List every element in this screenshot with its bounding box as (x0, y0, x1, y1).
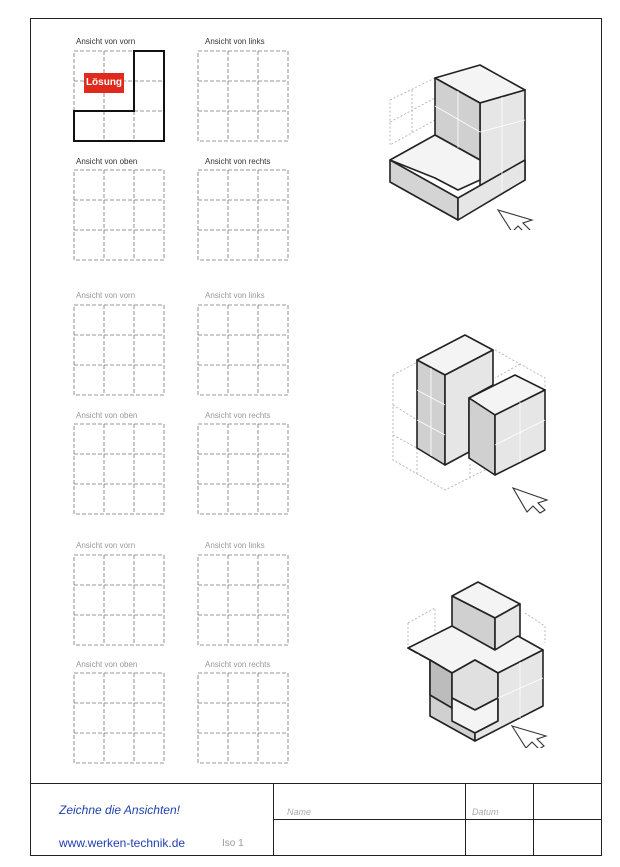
label-top-view: Ansicht von oben (76, 157, 138, 166)
name-field-label[interactable]: Name (287, 807, 312, 817)
grid-front-view[interactable] (73, 50, 167, 144)
view-direction-arrow-icon (498, 210, 532, 230)
grid-front-view[interactable] (73, 304, 167, 398)
date-field-label[interactable]: Datum (472, 807, 499, 817)
grid-right-view[interactable] (197, 169, 291, 263)
label-right-view: Ansicht von rechts (205, 660, 271, 669)
instruction-text: Zeichne die Ansichten! (59, 803, 180, 817)
grid-right-view[interactable] (197, 423, 291, 517)
label-right-view: Ansicht von rechts (205, 157, 271, 166)
view-direction-arrow-icon (512, 726, 546, 748)
isometric-object-1 (380, 60, 540, 230)
solution-outline (74, 51, 164, 141)
title-block-divider (273, 819, 602, 820)
label-left-view: Ansicht von links (205, 291, 265, 300)
label-left-view: Ansicht von links (205, 37, 265, 46)
grid-top-view[interactable] (73, 169, 167, 263)
sheet-code: Iso 1 (222, 838, 244, 849)
isometric-object-2 (385, 330, 555, 515)
label-top-view: Ansicht von oben (76, 411, 138, 420)
label-front-view: Ansicht von vorn (76, 541, 136, 550)
label-left-view: Ansicht von links (205, 541, 265, 550)
grid-left-view[interactable] (197, 554, 291, 648)
label-front-view: Ansicht von vorn (76, 291, 136, 300)
label-right-view: Ansicht von rechts (205, 411, 271, 420)
grid-top-view[interactable] (73, 672, 167, 766)
label-top-view: Ansicht von oben (76, 660, 138, 669)
grid-front-view[interactable] (73, 554, 167, 648)
solution-badge[interactable]: Lösung (84, 73, 124, 93)
grid-top-view[interactable] (73, 423, 167, 517)
grid-left-view[interactable] (197, 50, 291, 144)
view-direction-arrow-icon (513, 488, 547, 513)
grid-left-view[interactable] (197, 304, 291, 398)
label-front-view: Ansicht von vorn (76, 37, 136, 46)
grid-right-view[interactable] (197, 672, 291, 766)
website-link[interactable]: www.werken-technik.de (59, 836, 186, 850)
isometric-object-3 (400, 578, 560, 748)
